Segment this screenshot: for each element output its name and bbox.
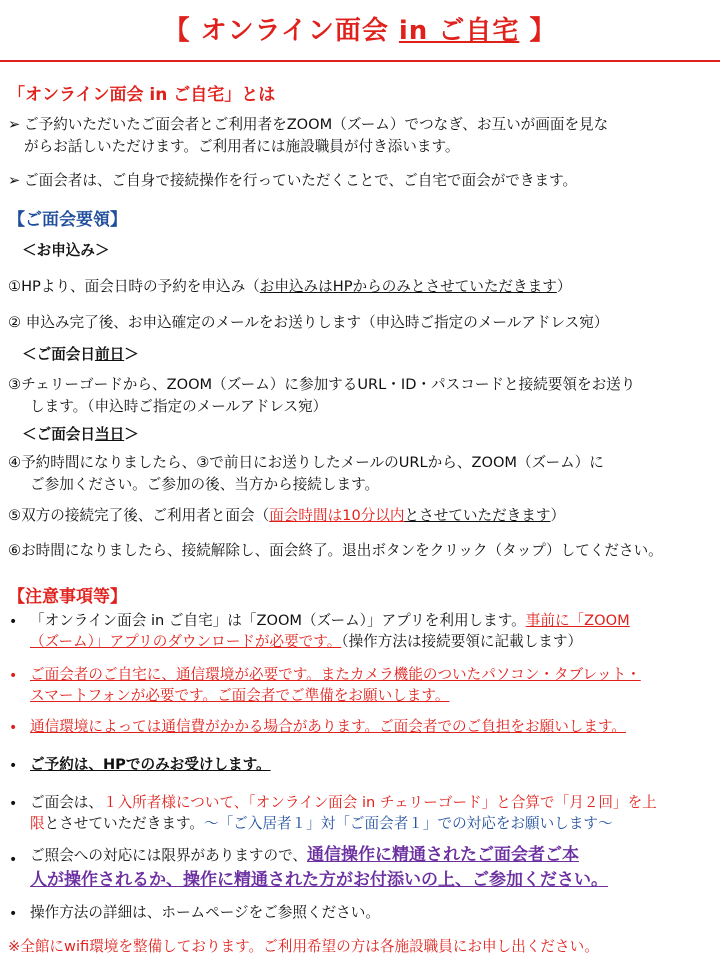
guide-heading: 【ご面会要領】 xyxy=(8,210,127,230)
bullet-dot-icon: • xyxy=(9,720,18,736)
title-suffix: 】 xyxy=(519,16,557,46)
bullet-dot-icon: • xyxy=(9,758,18,774)
page-title xyxy=(0,10,720,47)
title-divider xyxy=(0,60,720,62)
step-1: ①HPより、面会日時の予約を申込み（お申込みはHPからのみとさせていただきます） xyxy=(8,278,572,295)
about-bullet-1: ➢ ご予約いただいたご面会者とご利用者をZOOM（ズーム）でつなぎ、お互いが画面を見な xyxy=(8,116,609,133)
bullet-dot-icon: • xyxy=(9,668,18,684)
arrow-bullet-icon: ➢ xyxy=(8,172,21,189)
apply-subheading: ＜お申込み＞ xyxy=(22,242,110,259)
previous-day-subheading: ＜ご面会日前日＞ xyxy=(22,346,139,363)
note-5: ご面会は、１入所者様について、「オンライン面会 in チェリーゴード」と合算で「月２回」を上 限とさせていただきます。～「ご入居者１」対「ご面会者１」での対応をお願いします～ xyxy=(30,794,657,832)
step-3: ③チェリーゴードから、ZOOM（ズーム）に参加するURL・ID・パスコードと接続要領をお送り xyxy=(8,376,636,393)
note-3: 通信環境によっては通信費がかかる場合があります。ご面会者でのご負担をお願いします。 xyxy=(30,718,627,735)
arrow-bullet-icon: ➢ xyxy=(8,116,21,133)
step-5: ⑤双方の接続完了後、ご利用者と面会（面会時間は10分以内とさせていただきます） xyxy=(8,507,566,524)
note-6: ご照会への対応には限界がありますので、通信操作に精通されたご面会者ご本 人が操作されるか、操作に精通された方がお付添いの上、ご参加ください。 xyxy=(30,845,608,890)
notes-heading: 【注意事項等】 xyxy=(8,587,127,607)
step-2: ② 申込み完了後、お申込確定のメールをお送りします（申込時ご指定のメールアドレス宛） xyxy=(8,314,609,331)
about-heading: 「オンライン面会 in ご自宅」とは xyxy=(8,85,276,105)
note-1: 「オンライン面会 in ご自宅」は「ZOOM（ズーム）」アプリを利用します。事前に「ZOOM （ズーム）」アプリのダウンロードが必要です。（操作方法は接続要領に記載します） xyxy=(30,612,630,650)
bullet-dot-icon: • xyxy=(9,852,18,868)
note-2: ご面会者のご自宅に、通信環境が必要です。またカメラ機能のついたパソコン・タブレット・ スマートフォンが必要です。ご面会者でご準備をお願いします。 xyxy=(30,666,641,704)
about-bullet-2: ➢ ご面会者は、ご自身で接続操作を行っていただくことで、ご自宅で面会ができます。 xyxy=(8,172,578,189)
about-bullet-1-cont: がらお話しいただけます。ご利用者には施設職員が付き添います。 xyxy=(24,138,460,155)
note-4: ご予約は、HPでのみお受けします。 xyxy=(30,756,271,773)
step-6: ⑥お時間になりましたら、接続解除し、面会終了。退出ボタンをクリック（タップ）してください。 xyxy=(8,542,663,559)
note-7: 操作方法の詳細は、ホームページをご参照ください。 xyxy=(30,904,380,921)
step-3-cont: します。（申込時ご指定のメールアドレス宛） xyxy=(30,398,328,415)
title-underlined: in ご自宅 xyxy=(398,16,520,46)
title-prefix: 【 オンライン面会 xyxy=(163,16,399,46)
same-day-subheading: ＜ご面会日当日＞ xyxy=(22,426,139,443)
footer-note: ※全館にwifi環境を整備しております。ご利用希望の方は各施設職員にお申し出ください。 xyxy=(8,938,599,955)
bullet-dot-icon: • xyxy=(9,614,18,630)
bullet-dot-icon: • xyxy=(9,796,18,812)
step-4-cont: ご参加ください。ご参加の後、当方から接続します。 xyxy=(30,476,380,493)
step-4: ④予約時間になりましたら、③で前日にお送りしたメールのURLから、ZOOM（ズーム）に xyxy=(8,454,604,471)
bullet-dot-icon: • xyxy=(9,906,18,922)
